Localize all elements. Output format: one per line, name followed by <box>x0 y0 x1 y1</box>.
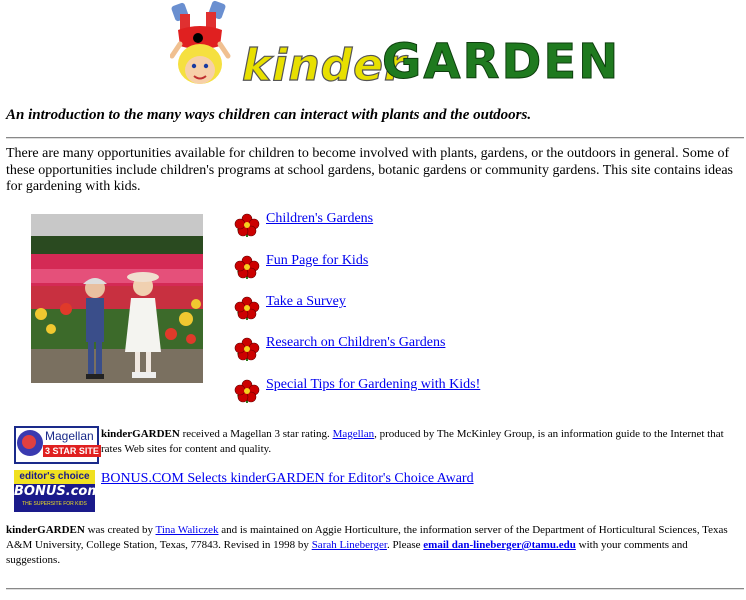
red-flower-bullet-icon <box>234 379 260 405</box>
red-flower-bullet-icon <box>234 296 260 322</box>
bonus-badge-slogan: THE SUPERSITE FOR KIDS <box>22 501 87 507</box>
magellan-badge-icon[interactable] <box>14 426 99 464</box>
footer-divider <box>6 588 744 590</box>
credits-text-3: . Please <box>386 539 424 551</box>
bonus-badge-logo: BONUS.com <box>14 484 101 499</box>
magellan-text-2: , produced by The McKinley Group, is an information guide to the Internet that rates Web sites for content and quality. <box>101 428 724 455</box>
tagline: An introduction to the many ways children can interact with plants and the outdoors. <box>6 107 532 123</box>
children-garden-photo <box>31 214 203 383</box>
bonus-badge-top: editor's choice <box>14 470 95 484</box>
email-link[interactable]: email dan-lineberger@tamu.edu <box>423 539 576 551</box>
credits-paragraph <box>6 523 741 568</box>
credits-text-4: with your comments and suggestions. <box>6 539 688 566</box>
nav-link-fun-page[interactable]: Fun Page for Kids <box>266 253 369 268</box>
magellan-badge-rating: 3 STAR SITE <box>45 446 99 456</box>
magellan-site-name: kinderGARDEN <box>101 428 180 440</box>
globe-highlight-icon <box>22 435 36 449</box>
nav-link-special-tips[interactable]: Special Tips for Gardening with Kids! <box>266 377 481 392</box>
magellan-text-1: received a Magellan 3 star rating. <box>179 428 333 440</box>
logo-garden-text: GARDEN <box>382 34 621 90</box>
credits-text-2: and is maintained on Aggie Horticulture, the information server of the Department of Horticultural Sciences, Texas A&M University, College Station, Texas, 77843. Revised in 1998 by <box>6 524 728 551</box>
bonus-badge-icon[interactable] <box>14 470 101 512</box>
nav-link-research[interactable]: Research on Children's Gardens <box>266 335 446 350</box>
intro-paragraph: There are many opportunities available for children to become involved with plants, gardens, or the outdoors in general. Some of these opportunities include children's programs at school gardens, botanic gardens or community gardens. This site contains ideas for gardening with kids. <box>6 146 733 194</box>
bonus-award-link[interactable]: BONUS.COM Selects kinderGARDEN for Editor's Choice Award <box>101 471 474 486</box>
credits-site-name: kinderGARDEN <box>6 524 85 536</box>
credits-text-1: was created by <box>84 524 156 536</box>
nav-link-childrens-gardens[interactable]: Children's Gardens <box>266 211 374 226</box>
red-flower-bullet-icon <box>234 337 260 363</box>
red-flower-bullet-icon <box>234 255 260 281</box>
logo-kinder-text: kinder <box>242 40 407 91</box>
magellan-badge-title: Magellan <box>45 429 94 443</box>
divider <box>6 137 744 139</box>
red-flower-bullet-icon <box>234 213 260 239</box>
creator-link[interactable]: Tina Waliczek <box>155 524 219 536</box>
reviser-link[interactable]: Sarah Lineberger <box>311 539 387 551</box>
kindergarden-logo <box>170 0 621 94</box>
magellan-award-text <box>101 427 741 457</box>
magellan-link[interactable]: Magellan <box>332 428 375 440</box>
nav-link-survey[interactable]: Take a Survey <box>266 294 346 309</box>
